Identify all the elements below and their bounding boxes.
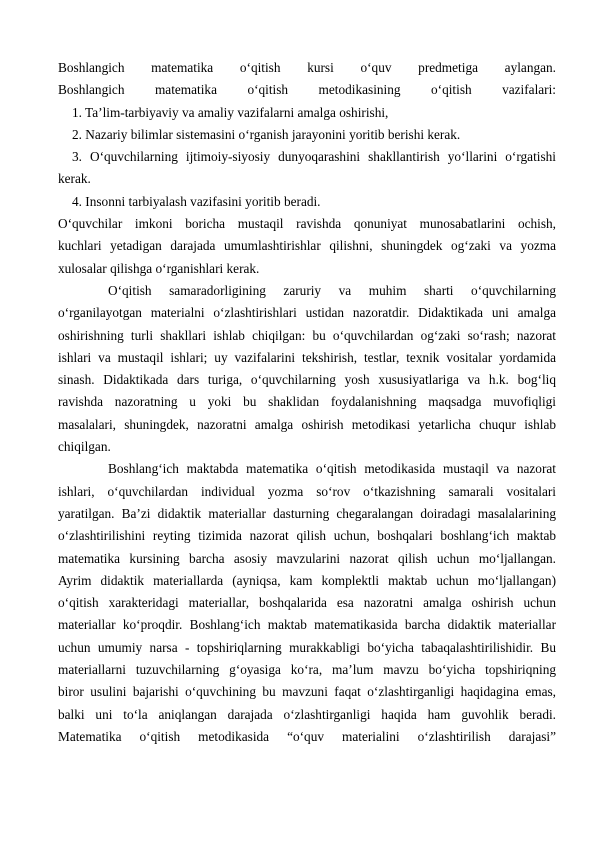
text-line: kuchlari yetadigan darajada umumlashtirishlar qilishni, shuningdek og‘zaki va yozma <box>58 238 556 254</box>
text-line: 1. Ta’lim-tarbiyaviy va amaliy vazifalarni amalga oshirishi, <box>72 104 389 120</box>
text-line: matematika kursining barcha asosiy mavzularini nazorat qilish uchun mo‘ljallangan. <box>58 550 556 566</box>
text-line: Boshlangich matematika o‘qitish kursi o‘quv predmetiga aylangan. <box>58 60 556 75</box>
text-line: O‘qitish samaradorligining zaruriy va muhim sharti o‘quvchilarning <box>108 282 556 298</box>
text-line: 3. O‘quvchilarning ijtimoiy-siyosiy dunyoqarashini shakllantirish yo‘llarini o‘rgatishi <box>72 149 556 165</box>
text-line: kerak. <box>58 171 91 187</box>
text-line: yaratilgan. Ba’zi didaktik materiallar dasturning chegaralangan doiradagi masalalarining <box>58 505 556 521</box>
text-line: chiqilgan. <box>58 439 111 455</box>
text-line: ishlari va mustaqil ishlari; uy vazifalarini tekshirish, testlar, texnik vositalar yordamida <box>58 349 556 365</box>
text-line: Ayrim didaktik materiallarda (ayniqsa, kam komplektli maktab uchun mo‘ljallangan) <box>58 572 556 588</box>
text-line: uchun umumiy narsa - topshiriqlarning murakkabligi bo‘yicha tabaqalashtirilishidir. Bu <box>58 639 556 655</box>
text-line: xulosalar qilishga o‘rganishlari kerak. <box>58 260 260 276</box>
text-line: sinash. Didaktikada dars turiga, o‘quvchilarning yosh xususiyatlariga va h.k. bog‘liq <box>58 372 556 388</box>
text-line: Matematika o‘qitish metodikasida “o‘quv materialini o‘zlashtirilish darajasi” <box>58 728 556 744</box>
text-line: materiallarni tuzuvchilarning g‘oyasiga ko‘ra, ma’lum mavzu bo‘yicha topshiriqning <box>58 662 556 678</box>
text-line: ishlari, o‘quvchilardan individual yozma so‘rov o‘tkazishning samarali vositalari <box>58 483 556 499</box>
text-line: materiallar ko‘proqdir. Boshlang‘ich maktab matematikasida barcha didaktik materiallar <box>58 617 556 633</box>
text-line: biror usulini bajarishi o‘quvchining bu mavzuni faqat o‘zlashtirganligi haqidagina emas, <box>58 684 556 700</box>
text-line: Boshlangich matematika o‘qitish metodikasining o‘qitish vazifalari: <box>58 82 556 98</box>
text-line: o‘rganilayotgan materialni o‘zlashtirishlari ustidan nazoratdir. Didaktikada uni amalga <box>58 305 556 321</box>
text-line: o‘qitish xarakteridagi materiallar, boshqalarida esa nazoratni amalga oshirish uchun <box>58 595 556 611</box>
text-line: 2. Nazariy bilimlar sistemasini o‘rganish jarayonini yoritib berishi kerak. <box>72 126 461 142</box>
text-line: masalalari, shuningdek, nazoratni amalga oshirish metodikasi yetarlicha chuqur ishlab <box>58 416 556 432</box>
text-line: 4. Insonni tarbiyalash vazifasini yoritib beradi. <box>72 193 321 209</box>
text-line: Boshlang‘ich maktabda matematika o‘qitish metodikasida mustaqil va nazorat <box>108 461 556 477</box>
text-line: balki uni to‘la aniqlangan darajada o‘zlashtirganligi haqida ham guvohlik beradi. <box>58 706 556 722</box>
text-line: O‘quvchilar imkoni boricha mustaqil ravishda qonuniyat munosabatlarini ochish, <box>58 216 556 232</box>
text-line: o‘zlashtirilishini reyting tizimida nazorat qilish uchun, boshqalari boshlang‘ich maktab <box>58 528 556 544</box>
text-line: oshirishning turli shakllari ishlab chiqilgan: bu o‘quvchilardan og‘zaki so‘rash; nazorat <box>58 327 556 343</box>
text-line: ravishda nazoratning u yoki bu shaklidan foydalanishning maqsadga muvofiqligi <box>58 394 556 410</box>
